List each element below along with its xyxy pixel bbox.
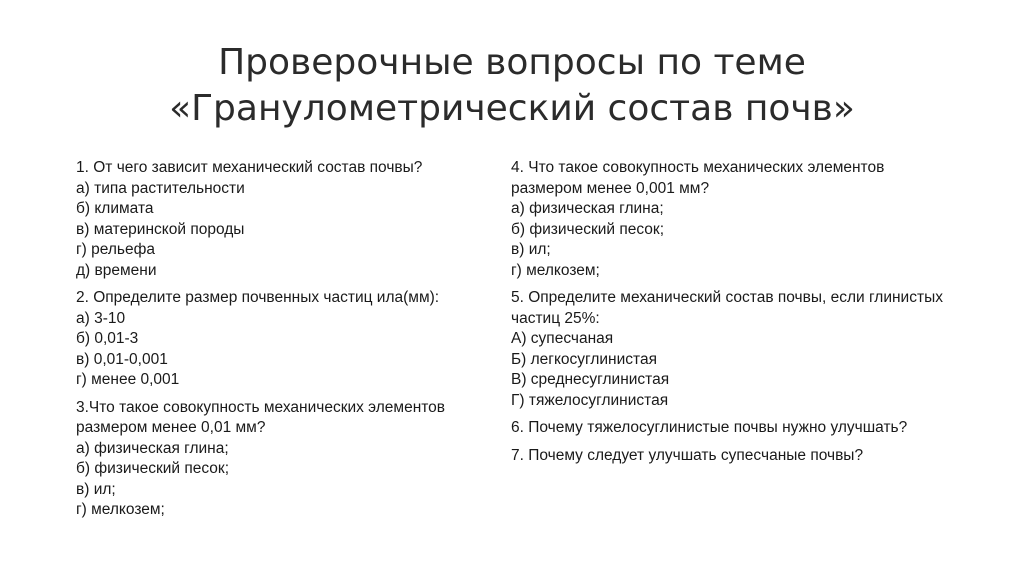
answer-option: а) физическая глина; <box>76 439 229 457</box>
left-column <box>76 158 496 528</box>
answer-option: б) климата <box>76 200 154 217</box>
question-1 <box>76 158 496 281</box>
answer-option: Б) легкосуглинистая <box>511 350 657 368</box>
question-text: 6. Почему тяжелосуглинистые почвы нужно улучшать? <box>511 419 908 436</box>
answer-option: д) времени <box>76 261 157 279</box>
answer-option: г) мелкозем; <box>511 261 600 279</box>
answer-option: г) менее 0,001 <box>76 371 180 388</box>
question-text: 3.Что такое совокупность механических элементов размером менее 0,01 мм? <box>76 398 446 436</box>
answer-option: в) ил; <box>511 241 551 258</box>
answer-option: Г) тяжелосуглинистая <box>511 391 669 409</box>
question-2 <box>76 288 496 391</box>
answer-option: а) типа растительности <box>76 179 245 197</box>
answer-option: в) ил; <box>76 480 116 498</box>
question-text: 4. Что такое совокупность механических элементов размером менее 0,001 мм? <box>511 159 885 197</box>
answer-option: б) 0,01-3 <box>76 330 139 347</box>
answer-option: а) 3-10 <box>76 309 126 327</box>
answer-option: б) физический песок; <box>76 460 230 477</box>
answer-option: г) рельефа <box>76 241 155 258</box>
question-text: 5. Определите механический состав почвы, если глинистых частиц 25%: <box>511 289 943 327</box>
question-text: 1. От чего зависит механический состав почвы? <box>76 159 423 176</box>
question-text: 2. Определите размер почвенных частиц ила(мм): <box>76 289 440 306</box>
question-text: 7. Почему следует улучшать супесчаные почвы? <box>511 446 864 464</box>
answer-option: в) материнской породы <box>76 220 245 238</box>
right-column <box>511 158 951 473</box>
answer-option: А) супесчаная <box>511 330 614 347</box>
answer-option: в) 0,01-0,001 <box>76 350 168 368</box>
question-3 <box>76 398 496 521</box>
answer-option: б) физический песок; <box>511 220 665 238</box>
answer-option: а) физическая глина; <box>511 200 664 217</box>
title-line-1: Проверочные вопросы по теме <box>218 42 806 83</box>
question-6 <box>511 418 951 439</box>
question-7 <box>511 446 951 467</box>
slide-title <box>0 40 1024 132</box>
answer-option: г) мелкозем; <box>76 501 165 518</box>
question-4 <box>511 158 951 281</box>
answer-option: В) среднесуглинистая <box>511 371 670 388</box>
question-5 <box>511 288 951 411</box>
title-line-2: «Гранулометрический состав почв» <box>169 88 855 129</box>
